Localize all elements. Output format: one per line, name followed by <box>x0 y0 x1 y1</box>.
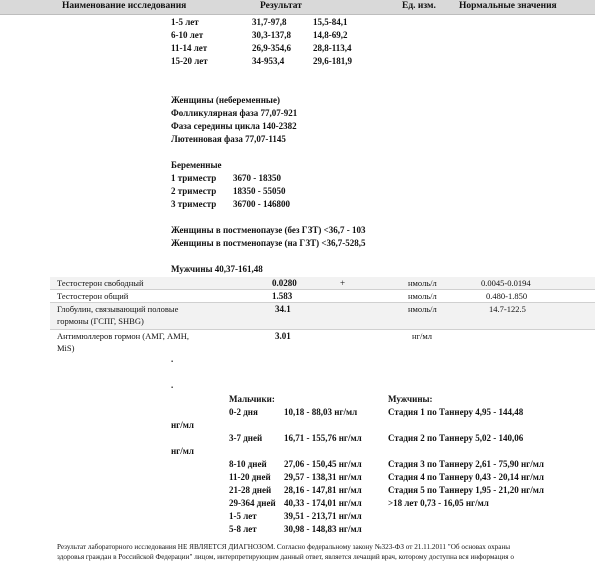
trimester-label: 3 триместр <box>171 199 217 209</box>
boys-age: 0-2 дня <box>229 407 258 417</box>
unit-label: нг/мл <box>171 446 194 456</box>
test-norm: 14.7-122.5 <box>489 304 526 314</box>
age-range-label: 6-10 лет <box>171 30 204 40</box>
boys-age: 5-8 лет <box>229 524 257 534</box>
boys-value: 30,98 - 148,83 нг/мл <box>284 524 362 534</box>
trimester-value: 3670 - 18350 <box>233 173 281 183</box>
trimester-label: 2 триместр <box>171 186 217 196</box>
postmeno-hrt: Женщины в постменопаузе (на ГЗТ) <36,7-528,5 <box>171 238 366 248</box>
test-name: Тестостерон общий <box>57 291 129 301</box>
boys-value: 16,71 - 155,76 нг/мл <box>284 433 362 443</box>
men-range: Мужчины 40,37-161,48 <box>171 264 263 274</box>
test-result: 3.01 <box>275 331 291 341</box>
boys-value: 28,16 - 147,81 нг/мл <box>284 485 362 495</box>
test-name-cont: гормоны (ГСПГ, SHBG) <box>57 316 144 326</box>
unit-label: нг/мл <box>171 420 194 430</box>
test-result: 0.0280 <box>272 278 297 288</box>
women-mid-cycle: Фаза середины цикла 140-2382 <box>171 121 297 131</box>
boys-value: 39,51 - 213,71 нг/мл <box>284 511 362 521</box>
tanner-stage: Стадия 5 по Таннеру 1,95 - 21,20 нг/мл <box>388 485 544 495</box>
test-units: нмоль/л <box>408 291 437 301</box>
tanner-stage: Стадия 2 по Таннеру 5,02 - 140,06 <box>388 433 524 443</box>
footer-disclaimer: здоровья граждан в Российской Федерации" лицом, интерпретирующим данный ответ, является лечащий врач, которому доступна вся информация о <box>57 553 514 561</box>
test-name: Антимюллеров гормон (АМГ, АМН, <box>57 331 190 341</box>
tanner-stage: Стадия 3 по Таннеру 2,61 - 75,90 нг/мл <box>388 459 544 469</box>
boys-age: 3-7 дней <box>229 433 263 443</box>
boys-title: Мальчики: <box>229 394 275 404</box>
age-range-label: 1-5 лет <box>171 17 199 27</box>
row-divider <box>50 289 595 290</box>
col-norm-header: Нормальные значения <box>459 1 557 11</box>
col-name-header: Наименование исследования <box>62 1 187 11</box>
test-name: Глобулин, связывающий половые <box>57 304 179 314</box>
test-units: нг/мл <box>412 331 433 341</box>
boys-value: 10,18 - 88,03 нг/мл <box>284 407 358 417</box>
boys-age: 11-20 дней <box>229 472 271 482</box>
test-result: 34.1 <box>275 304 291 314</box>
test-result: 1.583 <box>272 291 293 301</box>
dot-marker: . <box>171 354 174 364</box>
boys-age: 21-28 дней <box>229 485 272 495</box>
col-units-header: Ед. изм. <box>402 1 436 11</box>
women-title: Женщины (небеременные) <box>171 95 280 105</box>
age-range-value: 15,5-84,1 <box>313 17 348 27</box>
table-header <box>0 0 595 15</box>
age-range-label: 15-20 лет <box>171 56 208 66</box>
pregnant-title: Беременные <box>171 160 222 170</box>
test-name: Тестостерон свободный <box>57 278 144 288</box>
age-range-value: 28,8-113,4 <box>313 43 352 53</box>
footer-disclaimer: Результат лабораторного исследования НЕ ЯВЛЯЕТСЯ ДИАГНОЗОМ. Согласно федеральному закону №323-ФЗ от 21.11.2011 "Об основах охраны <box>57 543 511 551</box>
women-follicular: Фолликулярная фаза 77,07-921 <box>171 108 298 118</box>
postmeno-no-hrt: Женщины в постменопаузе (без ГЗТ) <36,7 - 103 <box>171 225 366 235</box>
boys-age: 8-10 дней <box>229 459 267 469</box>
boys-value: 27,06 - 150,45 нг/мл <box>284 459 362 469</box>
boys-age: 1-5 лет <box>229 511 257 521</box>
age-range-value: 30,3-137,8 <box>252 30 291 40</box>
boys-value: 40,33 - 174,01 нг/мл <box>284 498 362 508</box>
test-name-cont: MiS) <box>57 343 75 353</box>
men-title: Мужчины: <box>388 394 433 404</box>
age-range-value: 26,9-354,6 <box>252 43 291 53</box>
test-units: нмоль/л <box>408 278 437 288</box>
women-luteal: Лютеиновая фаза 77,07-1145 <box>171 134 286 144</box>
abnormal-flag: + <box>340 278 346 288</box>
age-range-value: 34-953,4 <box>252 56 285 66</box>
trimester-label: 1 триместр <box>171 173 217 183</box>
tanner-stage: >18 лет 0,73 - 16,05 нг/мл <box>388 498 489 508</box>
trimester-value: 18350 - 55050 <box>233 186 286 196</box>
test-norm: 0.0045-0.0194 <box>481 278 531 288</box>
tanner-stage: Стадия 1 по Таннеру 4,95 - 144,48 <box>388 407 524 417</box>
test-units: нмоль/л <box>408 304 437 314</box>
boys-age: 29-364 дней <box>229 498 276 508</box>
age-range-label: 11-14 лет <box>171 43 208 53</box>
trimester-value: 36700 - 146800 <box>233 199 290 209</box>
age-range-value: 31,7-97,8 <box>252 17 287 27</box>
age-range-value: 14,8-69,2 <box>313 30 348 40</box>
row-divider <box>50 329 595 330</box>
age-range-value: 29,6-181,9 <box>313 56 352 66</box>
test-norm: 0.480-1.850 <box>486 291 528 301</box>
boys-value: 29,57 - 138,31 нг/мл <box>284 472 362 482</box>
col-result-header: Результат <box>260 1 302 11</box>
dot-marker: . <box>171 380 174 390</box>
tanner-stage: Стадия 4 по Таннеру 0,43 - 20,14 нг/мл <box>388 472 544 482</box>
